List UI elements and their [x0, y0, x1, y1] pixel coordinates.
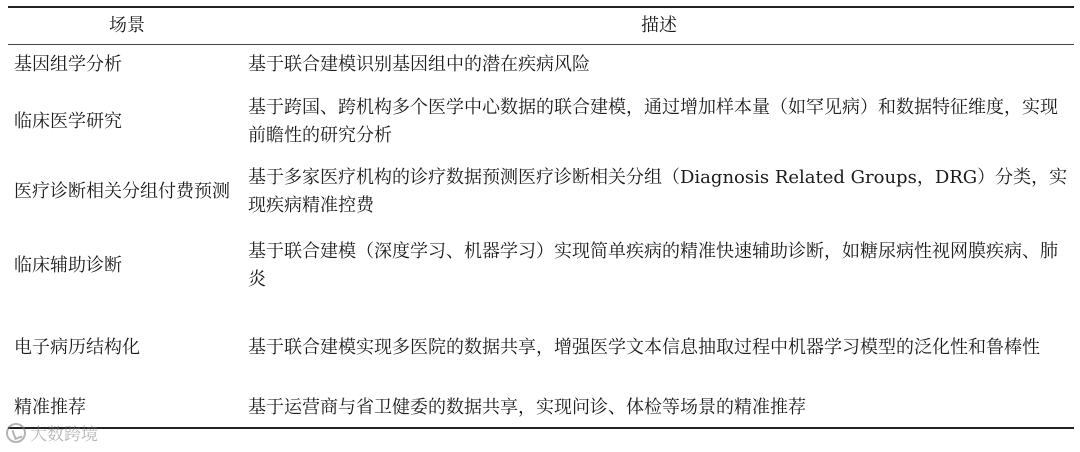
description-cell: 基于联合建模识别基因组中的潜在疾病风险: [248, 54, 590, 75]
table-row: [8, 307, 1074, 389]
table-row: [8, 45, 1074, 86]
scene-cell: 电子病历结构化: [14, 337, 140, 358]
table-row: [8, 389, 1074, 428]
header-scene: 场景: [8, 7, 240, 45]
scene-cell: 医疗诊断相关分组付费预测: [14, 181, 230, 202]
scenario-table: [8, 6, 1074, 429]
table-row: [8, 85, 1074, 159]
header-description: 描述: [240, 7, 1074, 45]
table-header-row: [8, 7, 1074, 45]
table-row: [8, 225, 1074, 307]
description-cell: 基于多家医疗机构的诊疗数据预测医疗诊断相关分组（Diagnosis Related Groups，DRG）分类，实现疾病精准控费: [248, 167, 1068, 216]
description-cell: 基于联合建模（深度学习、机器学习）实现简单疾病的精准快速辅助诊断，如糖尿病性视网膜疾病、肺炎: [248, 241, 1058, 290]
scene-cell: 基因组学分析: [14, 54, 122, 75]
scene-cell: 精准推荐: [8, 389, 240, 428]
table-row: [8, 159, 1074, 225]
watermark-text: 大数跨境: [30, 425, 98, 445]
description-cell: 基于联合建模实现多医院的数据共享，增强医学文本信息抽取过程中机器学习模型的泛化性和鲁棒性: [248, 337, 1040, 358]
scene-cell: 临床辅助诊断: [14, 255, 122, 276]
scene-cell: 临床医学研究: [14, 111, 122, 132]
description-cell: 基于跨国、跨机构多个医学中心数据的联合建模，通过增加样本量（如罕见病）和数据特征维度，实现前瞻性的研究分析: [248, 97, 1058, 146]
description-cell: 基于运营商与省卫健委的数据共享，实现问诊、体检等场景的精准推荐: [240, 389, 1074, 428]
